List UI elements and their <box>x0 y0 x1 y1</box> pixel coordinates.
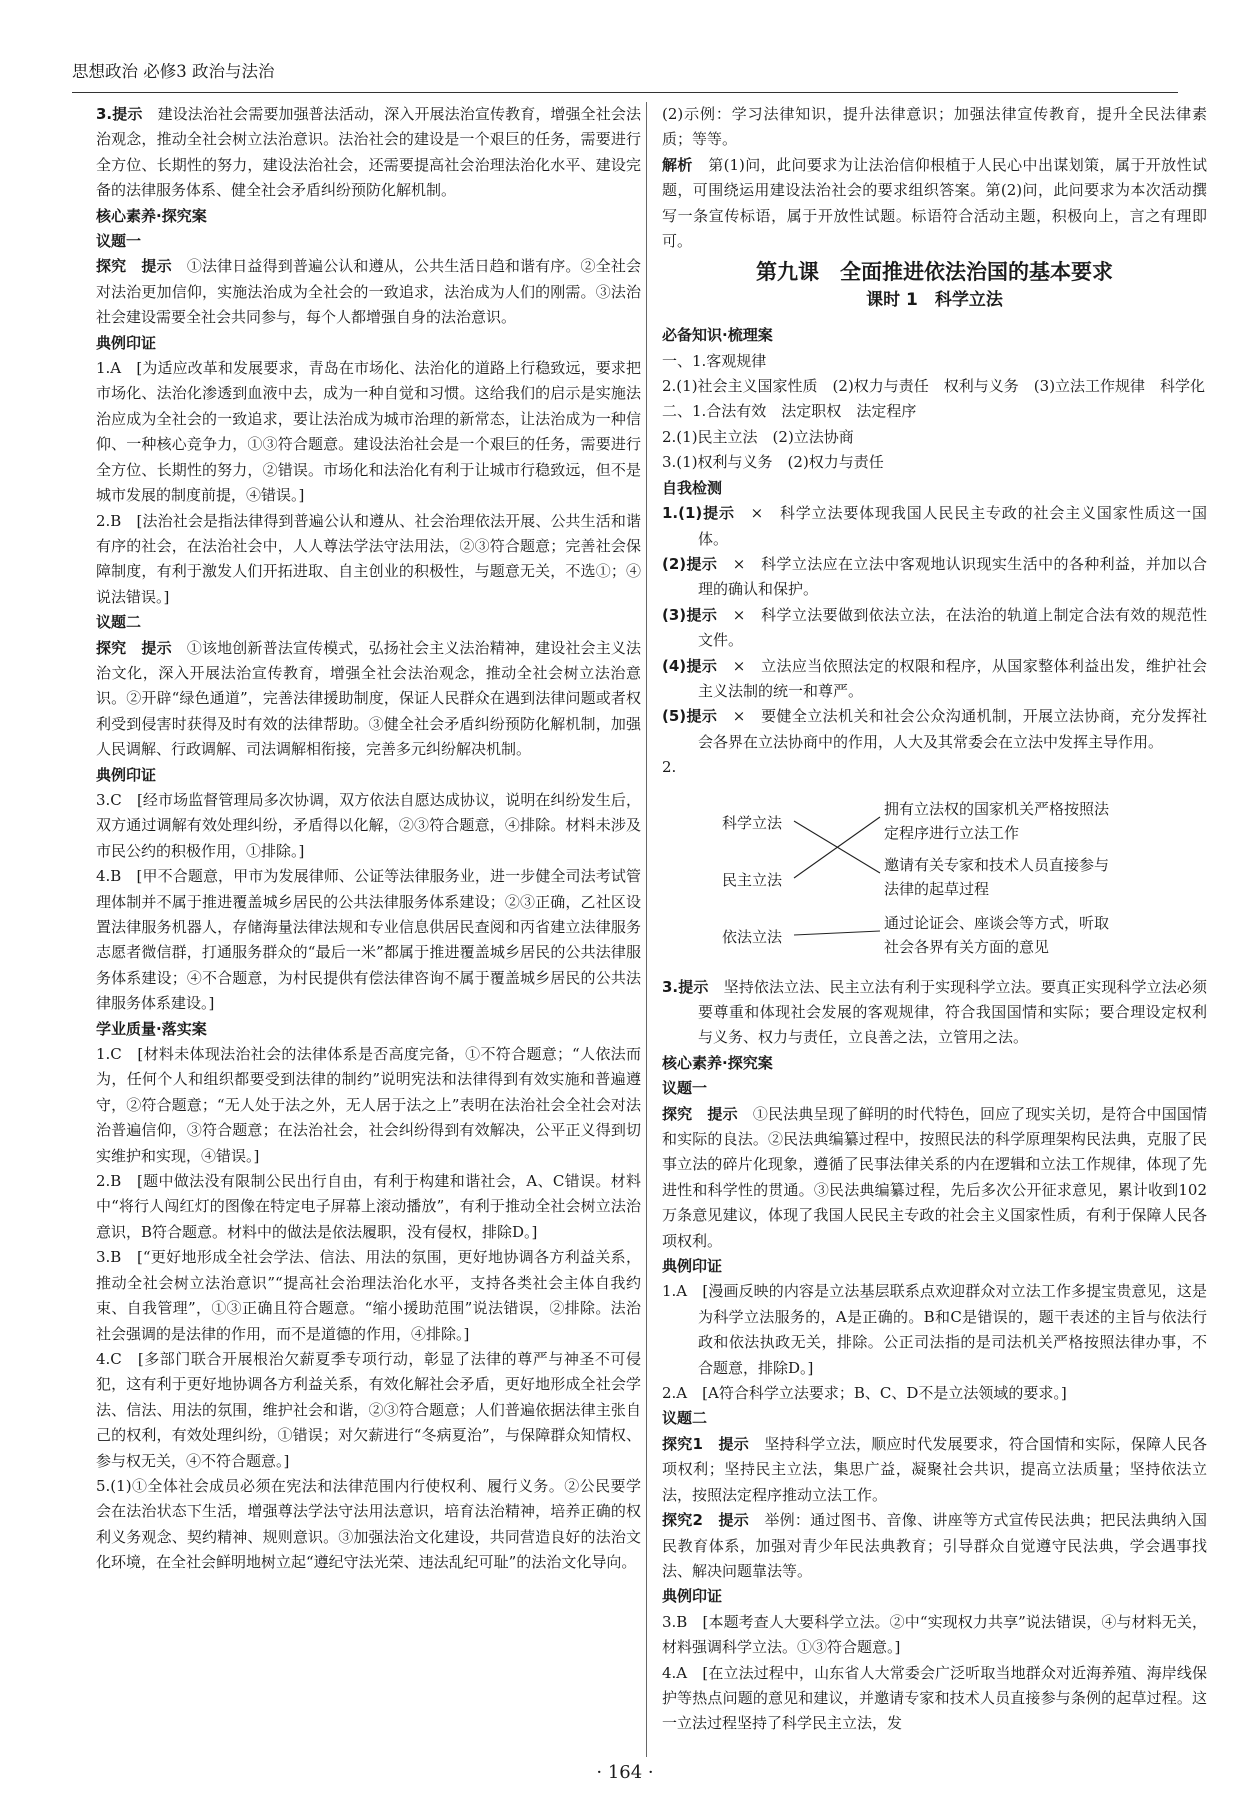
diagram-right-item: 邀请有关专家和技术人员直接参与法律的起草过程 <box>884 855 1110 898</box>
answer-text: × 要健全立法机关和社会公众沟通机制，开展立法协商，充分发挥社会各界在立法协商中的作用，人大及其常委会在立法中发挥主导作用。 <box>698 707 1207 751</box>
answer-paragraph <box>96 1245 641 1347</box>
answer-text: × 科学立法要做到依法立法，在法治的轨道上制定合法有效的规范性文件。 <box>698 605 1207 650</box>
answer-paragraph <box>96 1474 641 1576</box>
answer-text: 1.C [材料未体现法治社会的法律体系是否高度完备，①不符合题意；“人依法而为，任何个人和组织都要受到法律的制约”说明宪法和法律得到有效实施和普遍遵守，②符合题意；“无人处于法之外，无人居于法之上”表明在法治社会全社会对法治普遍信仰，③符合题意；在法治社会，社会纠纷得到有效解决，公平正义得到切实维护和实现，④错误。] <box>96 1045 641 1165</box>
answer-text: 建设法治社会需要加强普法活动，深入开展法治宣传教育，增强全社会法治观念，推动全社会树立法治意识。法治社会的建设是一个艰巨的任务，需要进行全方位、长期性的努力，建设法治社会，还需要提高社会治理法治化水平、建设完备的法律服务体系、健全社会矛盾纠纷预防化解机制。 <box>96 105 641 200</box>
section-heading <box>96 331 641 356</box>
heading-text: 议题一 <box>662 1079 708 1098</box>
answer-text: 举例：通过图书、音像、讲座等方式宣传民法典；把民法典纳入国民教育体系，加强对青少年民法典教育；引导群众自觉遵守民法典，学会遇事找法、解决问题靠法等。 <box>662 1511 1207 1580</box>
answer-paragraph <box>662 704 1207 755</box>
answer-paragraph <box>662 654 1207 705</box>
answer-label: 探究 提示 <box>96 257 172 276</box>
answer-paragraph <box>662 1102 1207 1254</box>
section-heading <box>96 610 641 635</box>
answer-paragraph <box>662 1661 1207 1737</box>
answer-text: 4.B [甲不合题意，甲市为发展律师、公证等法律服务业，进一步健全司法考试管理体制并不属于推进覆盖城乡居民的公共法律服务体系建设；②③正确，乙社区设置法律服务机器人，存储海量法律法规和专业信息供居民查阅和丙省建立法律服务志愿者微信群，打通服务群众的“最后一米”都属于推进覆盖城乡居民的公共法律服务体系建设；④不合题意，为村民提供有偿法律咨询不属于覆盖城乡居民的公共法律服务体系建设。] <box>96 867 641 1013</box>
answer-text: 2.(1)民主立法 (2)立法协商 <box>662 427 854 446</box>
answer-text: 1.A [漫画反映的内容是立法基层联系点欢迎群众对立法工作多提宝贵意见，这是为科学立法服务的，A是正确的。B和C是错误的，题干表述的主旨与依法行政和依法执政无关，排除。公正司法指的是司法机关严格按照法律办事，不合题意，排除D。] <box>662 1282 1207 1377</box>
heading-text: 核心素养·探究案 <box>96 206 207 225</box>
section-heading <box>662 1406 1207 1431</box>
answer-text: 5.(1)①全体社会成员必须在宪法和法律范围内行使权利、履行义务。②公民要学会在法治状态下生活，增强尊法学法守法用法意识，培育法治精神，培养正确的权利义务观念、契约精神、规则意识。③加强法治文化建设，共同营造良好的法治文化环境，在全社会鲜明地树立起“遵纪守法光荣、违法乱纪可耻”的法治文化导向。 <box>96 1476 641 1572</box>
section-heading <box>96 229 641 254</box>
answer-paragraph <box>662 1610 1207 1661</box>
answer-text: 2.B [法治社会是指法律得到普遍公认和遵从、社会治理依法开展、公共生活和谐有序的社会，在法治社会中，人人尊法学法守法用法，②③符合题意；完善社会保障制度，有利于激发人们开拓进取、自主创业的积极性，与题意无关，不选①；④说法错误。] <box>96 511 641 606</box>
match-line-1 <box>794 817 880 878</box>
answer-label: 3.提示 <box>96 105 143 123</box>
answer-text: ①法律日益得到普遍公认和遵从，公共生活日趋和谐有序。②全社会对法治更加信仰，实施法治成为全社会的一致追求，法治成为人们的刚需。③法治社会建设需要全社会共同参与，每个人都增强自身的法治意识。 <box>96 257 641 327</box>
answer-text: 坚持依法立法、民主立法有利于实现科学立法。要真正实现科学立法必须要尊重和体现社会发展的客观规律，符合我国国情和实际；要合理设定权利与义务、权力与责任，立良善之法，立管用之法。 <box>698 977 1207 1047</box>
answer-label: 1.(1)提示 <box>662 504 735 523</box>
answer-paragraph <box>662 425 1207 450</box>
right-middle-block <box>662 323 1207 780</box>
right-column <box>662 102 1207 1737</box>
answer-label: 3.提示 <box>662 977 709 996</box>
answer-paragraph <box>96 1169 641 1245</box>
answer-paragraph <box>662 349 1207 374</box>
answer-paragraph <box>96 356 641 508</box>
answer-text: 第(1)问，此问要求为让法治信仰根植于人民心中出谋划策，属于开放性试题，可围绕运用建设法治社会的要求组织答案。第(2)问，此问要求为本次活动撰写一条宣传标语，属于开放性试题。标语符合活动主题，积极向上，言之有理即可。 <box>662 155 1207 251</box>
answer-label: 探究2 提示 <box>662 1511 750 1530</box>
answer-paragraph <box>662 501 1207 552</box>
diagram-left-item: 依法立法 <box>722 927 783 946</box>
answer-text: 一、1.客观规律 <box>662 351 767 370</box>
answer-label: (5)提示 <box>662 707 718 726</box>
matching-diagram <box>662 795 1207 965</box>
heading-text: 议题二 <box>662 1409 708 1428</box>
diagram-left-item: 民主立法 <box>722 870 783 889</box>
heading-text: 必备知识·梳理案 <box>662 326 773 345</box>
heading-text: 学业质量·落实案 <box>96 1019 207 1038</box>
answer-text: 3.B [本题考查人大要科学立法。②中“实现权力共享”说法错误，④与材料无关，材料强调科学立法。①③符合题意。] <box>662 1612 1207 1657</box>
answer-label: 探究 提示 <box>662 1104 738 1123</box>
answer-label: 探究 提示 <box>96 638 172 657</box>
section-heading <box>662 1051 1207 1076</box>
answer-paragraph <box>662 552 1207 603</box>
answer-paragraph <box>96 254 641 330</box>
column-divider <box>646 102 647 1757</box>
lesson-title: 第九课 全面推进依法治国的基本要求 <box>756 260 1113 285</box>
answer-text: × 立法应当依照法定的权限和程序，从国家整体利益出发，维护社会主义法制的统一和尊严。 <box>698 656 1207 700</box>
answer-text: 4.C [多部门联合开展根治欠薪夏季专项行动，彰显了法律的尊严与神圣不可侵犯，这有利于更好地协调各方利益关系，有效化解社会矛盾，更好地形成全社会学法、信法、用法的氛围，维护社会和谐，②③符合题意；人们普遍依据法律主张自己的权利，有效处理纠纷，①错误；对欠薪进行“冬病夏治”，与保障群众知情权、参与权无关，④不符合题意。] <box>96 1349 641 1470</box>
answer-text: × 科学立法要体现我国人民民主专政的社会主义国家性质这一国体。 <box>698 504 1207 548</box>
answer-paragraph <box>662 399 1207 424</box>
heading-text: 议题一 <box>96 232 142 251</box>
answer-label: (2)提示 <box>662 554 718 573</box>
answer-label: (4)提示 <box>662 656 718 675</box>
answer-text: 2.B [题中做法没有限制公民出行自由，有利于构建和谐社会，A、C错误。材料中“将行人闯红灯的图像在特定电子屏幕上滚动播放”，有利于推动全社会树立法治意识，B符合题意。材料中的做法是依法履职，没有侵权，排除D。] <box>96 1172 641 1241</box>
answer-paragraph <box>96 636 641 763</box>
answer-text: 2.A [A符合科学立法要求；B、C、D不是立法领域的要求。] <box>662 1384 1067 1403</box>
diagram-right-item: 拥有立法权的国家机关严格按照法定程序进行立法工作 <box>884 799 1110 842</box>
answer-text: 3.B [“更好地形成全社会学法、信法、用法的氛围，更好地协调各方利益关系，推动全社会树立法治意识”“提高社会治理法治化水平，支持各类社会主体自我约束、自我管理”，①③正确且符合题意。“缩小援助范围”说法错误，②排除。法治社会强调的是法律的作用，而不是道德的作用，④排除。] <box>96 1248 641 1343</box>
answer-text: ①民法典呈现了鲜明的时代特色，回应了现实关切，是符合中国国情和实际的良法。②民法典编纂过程中，按照民法的科学原理架构民法典，克服了民事立法的碎片化现象，遵循了民事法律关系的内在逻辑和立法工作规律，体现了先进性和科学性的贯通。③民法典编纂过程，先后多次公开征求意见，累计收到102万条意见建议，体现了我国人民民主专政的社会主义国家性质，有利于保障人民各项权利。 <box>662 1104 1207 1250</box>
header-rule <box>72 92 1178 93</box>
answer-label: 解析 <box>662 155 693 174</box>
section-heading <box>96 204 641 229</box>
section-heading <box>96 763 641 788</box>
answer-text: 4.A [在立法过程中，山东省人大常委会广泛听取当地群众对近海养殖、海岸线保护等热点问题的意见和建议，并邀请专家和技术人员直接参与条例的起草过程。这一立法过程坚持了科学民主立法，发 <box>662 1663 1207 1733</box>
answer-label: (3)提示 <box>662 605 718 624</box>
page-number: · 164 · <box>596 1762 654 1783</box>
answer-text: 二、1.合法有效 法定职权 法定程序 <box>662 402 917 421</box>
section-heading <box>662 323 1207 348</box>
answer-paragraph <box>96 864 641 1016</box>
answer-text: 坚持科学立法，顺应时代发展要求，符合国情和实际，保障人民各项权利；坚持民主立法，集思广益，凝聚社会共识，提高立法质量；坚持依法立法，按照法定程序推动立法工作。 <box>662 1434 1207 1504</box>
heading-text: 核心素养·探究案 <box>662 1053 773 1072</box>
answer-text: 3.(1)权利与义务 (2)权力与责任 <box>662 453 884 472</box>
diagram-right-item: 通过论证会、座谈会等方式，听取社会各界有关方面的意见 <box>884 913 1110 956</box>
section-heading <box>662 1254 1207 1279</box>
answer-text: 1.A [为适应改革和发展要求，青岛在市场化、法治化的道路上行稳致远，要求把市场化、法治化渗透到血液中去，成为一种自觉和习惯。这给我们的启示是实施法治应成为全社会的一致追求，要让法治成为城市治理的新常态，让法治成为一种信仰、一种核心竞争力，①③符合题意。建设法治社会是一个艰巨的任务，需要进行全方位、长期性的努力，②错误。市场化和法治化有利于让城市行稳致远，但不是城市发展的制度前提，④错误。] <box>96 359 641 505</box>
answer-paragraph <box>662 603 1207 654</box>
section-title: 课时 1 科学立法 <box>866 289 1003 310</box>
answer-paragraph <box>96 102 641 204</box>
answer-paragraph <box>662 1508 1207 1584</box>
answer-text: 2. <box>662 758 677 777</box>
answer-paragraph <box>662 1381 1207 1406</box>
answer-paragraph <box>662 102 1207 153</box>
match-line-2 <box>794 931 880 935</box>
diagram-left-item: 科学立法 <box>722 813 783 832</box>
answer-label: 探究1 提示 <box>662 1434 750 1453</box>
answer-text: 3.C [经市场监督管理局多次协调，双方依法自愿达成协议，说明在纠纷发生后，双方通过调解有效处理纠纷，矛盾得以化解，②③符合题意，④排除。材料未涉及市民公约的积极作用，①排除。] <box>96 790 641 860</box>
answer-paragraph <box>662 755 1207 780</box>
answer-paragraph <box>662 153 1207 255</box>
answer-paragraph <box>96 509 641 611</box>
answer-paragraph <box>662 1432 1207 1508</box>
answer-text: × 科学立法应在立法中客观地认识现实生活中的各种利益，并加以合理的确认和保护。 <box>698 554 1207 599</box>
heading-text: 典例印证 <box>96 333 157 352</box>
answer-text: ①该地创新普法宣传模式，弘扬社会主义法治精神，建设社会主义法治文化，深入开展法治宣传教育，增强全社会法治观念，推动全社会树立法治意识。②开辟“绿色通道”，完善法律援助制度，保证人民群众在遇到法律问题或者权利受到侵害时获得及时有效的法律帮助。③健全社会矛盾纠纷预防化解机制，加强人民调解、行政调解、司法调解相衔接，完善多元纠纷解决机制。 <box>96 638 641 759</box>
heading-text: 典例印证 <box>96 765 157 784</box>
section-heading <box>96 1017 641 1042</box>
answer-paragraph <box>96 1347 641 1474</box>
left-column <box>96 102 641 1576</box>
answer-paragraph <box>662 975 1207 1051</box>
heading-text: 典例印证 <box>662 1587 723 1606</box>
answer-paragraph <box>662 374 1207 399</box>
answer-paragraph <box>662 450 1207 475</box>
answer-paragraph <box>662 1279 1207 1381</box>
heading-text: 议题二 <box>96 613 142 632</box>
right-bottom-block <box>662 975 1207 1737</box>
answer-text: (2)示例：学习法律知识，提升法律意识；加强法律宣传教育，提升全民法律素质；等等。 <box>662 105 1207 149</box>
running-header: 思想政治 必修3 政治与法治 <box>72 62 275 81</box>
section-heading <box>662 1076 1207 1101</box>
heading-text: 典例印证 <box>662 1257 723 1276</box>
right-top-block <box>662 102 1207 254</box>
section-heading <box>662 1584 1207 1609</box>
answer-text: 2.(1)社会主义国家性质 (2)权力与责任 权利与义务 (3)立法工作规律 科学化 <box>662 377 1206 396</box>
answer-paragraph <box>96 788 641 864</box>
section-heading <box>662 476 1207 501</box>
heading-text: 自我检测 <box>662 478 723 497</box>
answer-paragraph <box>96 1042 641 1169</box>
